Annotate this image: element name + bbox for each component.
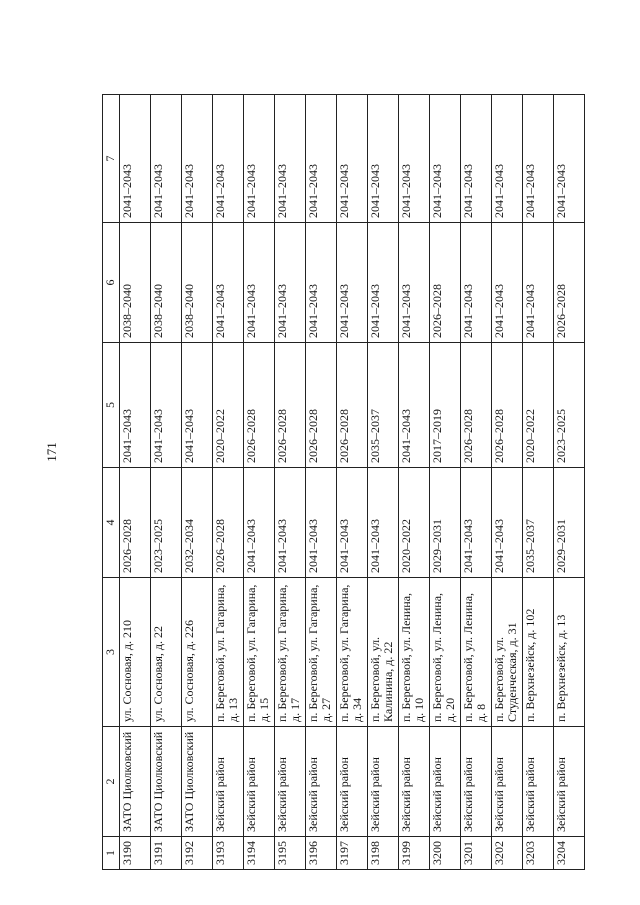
period-col-5: 2020–2022: [213, 343, 244, 468]
table-row: [182, 95, 213, 870]
row-number: 3194: [244, 837, 275, 870]
period-col-6: 2038–2040: [182, 223, 213, 343]
table-container: [102, 95, 584, 870]
table-row: [213, 95, 244, 870]
table-row: [430, 95, 461, 870]
district-name: ЗАТО Циолковский: [120, 727, 151, 837]
row-number: 3202: [492, 837, 523, 870]
period-col-6: 2026–2028: [430, 223, 461, 343]
address: п. Береговой, ул. Гагарина, д. 17: [275, 578, 306, 727]
table-row: [554, 95, 585, 870]
period-col-6: 2038–2040: [151, 223, 182, 343]
district-name: Зейский район: [554, 727, 585, 837]
period-col-5: 2041–2043: [151, 343, 182, 468]
column-header-4: 4: [103, 468, 120, 578]
period-col-7: 2041–2043: [182, 95, 213, 223]
row-number: 3203: [523, 837, 554, 870]
district-name: Зейский район: [492, 727, 523, 837]
period-col-4: 2035–2037: [523, 468, 554, 578]
table-row: [461, 95, 492, 870]
table-row: [275, 95, 306, 870]
district-name: Зейский район: [399, 727, 430, 837]
period-col-5: 2041–2043: [120, 343, 151, 468]
period-col-6: 2041–2043: [523, 223, 554, 343]
period-col-4: 2041–2043: [492, 468, 523, 578]
row-number: 3193: [213, 837, 244, 870]
period-col-4: 2026–2028: [213, 468, 244, 578]
column-header-1: 1: [103, 837, 120, 870]
address: п. Верхнезейск, д. 13: [554, 578, 585, 727]
district-name: Зейский район: [213, 727, 244, 837]
period-col-7: 2041–2043: [461, 95, 492, 223]
address: п. Береговой, ул. Ленина, д. 20: [430, 578, 461, 727]
table-row: [337, 95, 368, 870]
district-name: Зейский район: [275, 727, 306, 837]
row-number: 3195: [275, 837, 306, 870]
address: ул. Сосновая, д. 22: [151, 578, 182, 727]
row-number: 3200: [430, 837, 461, 870]
period-col-5: 2041–2043: [182, 343, 213, 468]
period-col-5: 2026–2028: [492, 343, 523, 468]
period-col-5: 2023–2025: [554, 343, 585, 468]
period-col-4: 2032–2034: [182, 468, 213, 578]
period-col-6: 2041–2043: [337, 223, 368, 343]
column-header-2: 2: [103, 727, 120, 837]
period-col-5: 2020–2022: [523, 343, 554, 468]
period-col-5: 2035–2037: [368, 343, 399, 468]
district-name: Зейский район: [523, 727, 554, 837]
period-col-4: 2029–2031: [430, 468, 461, 578]
district-name: Зейский район: [430, 727, 461, 837]
period-col-7: 2041–2043: [337, 95, 368, 223]
address: ул. Сосновая, д. 210: [120, 578, 151, 727]
period-col-6: 2041–2043: [275, 223, 306, 343]
address: ул. Сосновая, д. 226: [182, 578, 213, 727]
column-header-6: 6: [103, 223, 120, 343]
column-header-7: 7: [103, 95, 120, 223]
period-col-5: 2017–2019: [430, 343, 461, 468]
period-col-6: 2041–2043: [461, 223, 492, 343]
row-number: 3201: [461, 837, 492, 870]
row-number: 3191: [151, 837, 182, 870]
row-number: 3190: [120, 837, 151, 870]
period-col-5: 2041–2043: [399, 343, 430, 468]
period-col-5: 2026–2028: [244, 343, 275, 468]
table-row: [523, 95, 554, 870]
district-name: Зейский район: [244, 727, 275, 837]
row-number: 3199: [399, 837, 430, 870]
period-col-4: 2041–2043: [244, 468, 275, 578]
period-col-4: 2041–2043: [461, 468, 492, 578]
district-name: Зейский район: [337, 727, 368, 837]
district-name: Зейский район: [306, 727, 337, 837]
district-name: Зейский район: [461, 727, 492, 837]
period-col-7: 2041–2043: [430, 95, 461, 223]
period-col-6: 2041–2043: [399, 223, 430, 343]
period-col-5: 2026–2028: [275, 343, 306, 468]
address: п. Береговой, ул. Гагарина, д. 34: [337, 578, 368, 727]
period-col-7: 2041–2043: [213, 95, 244, 223]
address: п. Береговой, ул. Гагарина, д. 27: [306, 578, 337, 727]
table-row: [399, 95, 430, 870]
district-name: Зейский район: [368, 727, 399, 837]
period-col-7: 2041–2043: [306, 95, 337, 223]
period-col-7: 2041–2043: [244, 95, 275, 223]
address: п. Береговой, ул. Калинина, д. 22: [368, 578, 399, 727]
row-number: 3192: [182, 837, 213, 870]
period-col-5: 2026–2028: [306, 343, 337, 468]
period-col-4: 2029–2031: [554, 468, 585, 578]
table-row: [120, 95, 151, 870]
period-col-4: 2041–2043: [368, 468, 399, 578]
period-col-6: 2041–2043: [368, 223, 399, 343]
period-col-4: 2023–2025: [151, 468, 182, 578]
table-header-row: [103, 95, 120, 870]
period-col-7: 2041–2043: [120, 95, 151, 223]
period-col-4: 2026–2028: [120, 468, 151, 578]
period-col-4: 2041–2043: [306, 468, 337, 578]
period-col-6: 2041–2043: [244, 223, 275, 343]
period-col-5: 2026–2028: [337, 343, 368, 468]
period-col-6: 2026–2028: [554, 223, 585, 343]
period-col-7: 2041–2043: [492, 95, 523, 223]
district-name: ЗАТО Циолковский: [182, 727, 213, 837]
table-body: [120, 95, 585, 870]
period-col-7: 2041–2043: [399, 95, 430, 223]
column-header-3: 3: [103, 578, 120, 727]
address: п. Береговой, ул. Студенческая, д. 31: [492, 578, 523, 727]
table-row: [244, 95, 275, 870]
period-col-6: 2041–2043: [306, 223, 337, 343]
row-number: 3196: [306, 837, 337, 870]
period-col-7: 2041–2043: [275, 95, 306, 223]
row-number: 3198: [368, 837, 399, 870]
period-col-6: 2041–2043: [213, 223, 244, 343]
column-header-5: 5: [103, 343, 120, 468]
district-name: ЗАТО Циолковский: [151, 727, 182, 837]
row-number: 3197: [337, 837, 368, 870]
data-table: [102, 94, 585, 870]
period-col-4: 2020–2022: [399, 468, 430, 578]
period-col-4: 2041–2043: [275, 468, 306, 578]
table-row: [368, 95, 399, 870]
period-col-7: 2041–2043: [151, 95, 182, 223]
address: п. Береговой, ул. Ленина, д. 8: [461, 578, 492, 727]
address: п. Береговой, ул. Ленина, д. 10: [399, 578, 430, 727]
period-col-7: 2041–2043: [554, 95, 585, 223]
table-row: [151, 95, 182, 870]
address: п. Береговой, ул. Гагарина, д. 13: [213, 578, 244, 727]
period-col-6: 2038–2040: [120, 223, 151, 343]
page-number: 171: [44, 442, 59, 462]
period-col-6: 2041–2043: [492, 223, 523, 343]
period-col-7: 2041–2043: [368, 95, 399, 223]
address: п. Береговой, ул. Гагарина, д. 15: [244, 578, 275, 727]
period-col-4: 2041–2043: [337, 468, 368, 578]
address: п. Верхнезейск, д. 102: [523, 578, 554, 727]
period-col-5: 2026–2028: [461, 343, 492, 468]
row-number: 3204: [554, 837, 585, 870]
period-col-7: 2041–2043: [523, 95, 554, 223]
table-row: [492, 95, 523, 870]
table-row: [306, 95, 337, 870]
